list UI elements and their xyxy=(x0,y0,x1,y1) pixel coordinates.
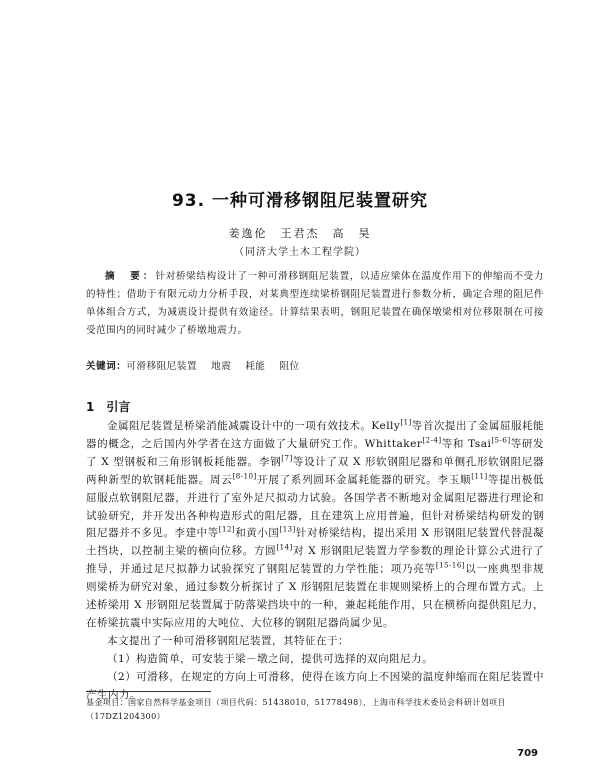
text-run: 等和 Tsai xyxy=(441,437,492,450)
footnote-divider xyxy=(86,691,211,692)
citation: [15-16] xyxy=(435,561,466,570)
paper-title: 93. 一种可滑移钢阻尼装置研究 xyxy=(171,191,429,211)
text-run: 等首次提出了金属屈服耗能器的概念，之后国内外学者在这方面做了大量研究工作。Whittaker xyxy=(86,420,544,450)
abstract-text: 针对桥梁结构设计了一种可滑移钢阻尼装置，以适应梁体在温度作用下的伸缩而不受力的特性；借助于有限元动力分析手段，对某典型连续梁桥钢阻尼装置进行参数分析，确定合理的阻尼件单体组合方式，为减震设计提供有效途径。计算结果表明，钢阻尼装置在确保墩梁相对位移限制在可接受范围内的同时减少了桥墩地震力。 xyxy=(86,271,544,336)
body-text xyxy=(86,418,544,705)
paragraph: （1）构造简单，可安装于梁－墩之间，提供可选择的双向阻尼力。 xyxy=(107,652,434,665)
paragraph: （2）可滑移，在规定的方向上可滑移，使得在该方向上不因梁的温度伸缩而在阻尼装置中产生内力。 xyxy=(86,670,544,701)
keyword: 可滑移阻尼装置 xyxy=(126,361,198,372)
text-run: 等研发了 X 型钢板和三角形钢板耗能器。李钢 xyxy=(86,437,545,468)
keyword: 阻位 xyxy=(279,361,300,372)
citation: [11] xyxy=(471,472,488,481)
text-run: 和黄小国 xyxy=(235,527,280,540)
page-number: 709 xyxy=(517,748,538,759)
citation: [13] xyxy=(279,525,296,534)
section-title: 引言 xyxy=(106,400,131,414)
citation: [7] xyxy=(281,454,293,463)
abstract xyxy=(86,268,544,340)
keyword: 耗能 xyxy=(245,361,266,372)
citation: [2-4] xyxy=(422,436,442,445)
section-number: 1 xyxy=(86,400,95,414)
citation: [14] xyxy=(276,543,293,552)
text-run: 对 X 形钢阻尼装置力学参数的理论计算公式进行了推导，并通过足尺拟静力试验探究了钢阻尼装置的力学性能；项乃亮等 xyxy=(86,545,544,576)
text-run: 以一座典型非规则梁桥为研究对象，通过参数分析探讨了 X 形钢阻尼装置在非规则梁桥上的合理布置方式。上述桥梁用 X 形钢阻尼装置属于防落梁挡块中的一种，兼起耗能作用，只在横桥向提供阻尼力，在桥梁抗震中实际应用的大吨位、大位移的钢阻尼器尚属少见。 xyxy=(86,563,545,629)
paragraph xyxy=(86,418,544,633)
keyword: 地震 xyxy=(211,361,232,372)
citation: [12] xyxy=(218,525,236,534)
footnote: 基金项目：国家自然科学基金项目（项目代码：51438010，51778498），上海市科学技术委员会科研计划项目（17DZ1204300） xyxy=(86,698,506,721)
text-run: 针对桥梁结构，提出采用 X 形钢阻尼装置代替混凝土挡块，以控制主梁的横向位移。方圆 xyxy=(86,527,545,558)
paragraph: 本文提出了一种可滑移钢阻尼装置，其特征在于： xyxy=(107,634,349,647)
author-list: 姜逸伦 王君杰 高 昊 xyxy=(228,227,372,240)
section-heading xyxy=(86,398,130,415)
keywords xyxy=(86,358,544,372)
abstract-label: 摘 要： xyxy=(105,271,156,282)
citation: [5-6] xyxy=(491,436,511,445)
citation: [1] xyxy=(400,418,412,427)
text-run: 等设计了双 X 形软钢阻尼器和单侧孔形软钢阻尼器两种新型的软钢耗能器。周云 xyxy=(86,455,544,486)
text-run: 等提出极低屈服点软钢阻尼器，并进行了室外足尺拟动力试验。各国学者不断地对金属阻尼器进行理论和试验研究，并开发出各种构造形式的阻尼器，且在建筑上应用普遍，但针对桥梁结构研发的钢阻尼器并不多见。李建中等 xyxy=(86,473,545,540)
affiliation: （同济大学土木工程学院） xyxy=(234,247,366,258)
text-run: 开展了系列圆环金属耗能器的研究。李玉顺 xyxy=(256,473,472,486)
citation: [8-10] xyxy=(232,472,257,481)
keywords-label: 关键词： xyxy=(86,361,127,372)
text-run: 金属阻尼装置是桥梁消能减震设计中的一项有效技术。Kelly xyxy=(107,420,401,432)
